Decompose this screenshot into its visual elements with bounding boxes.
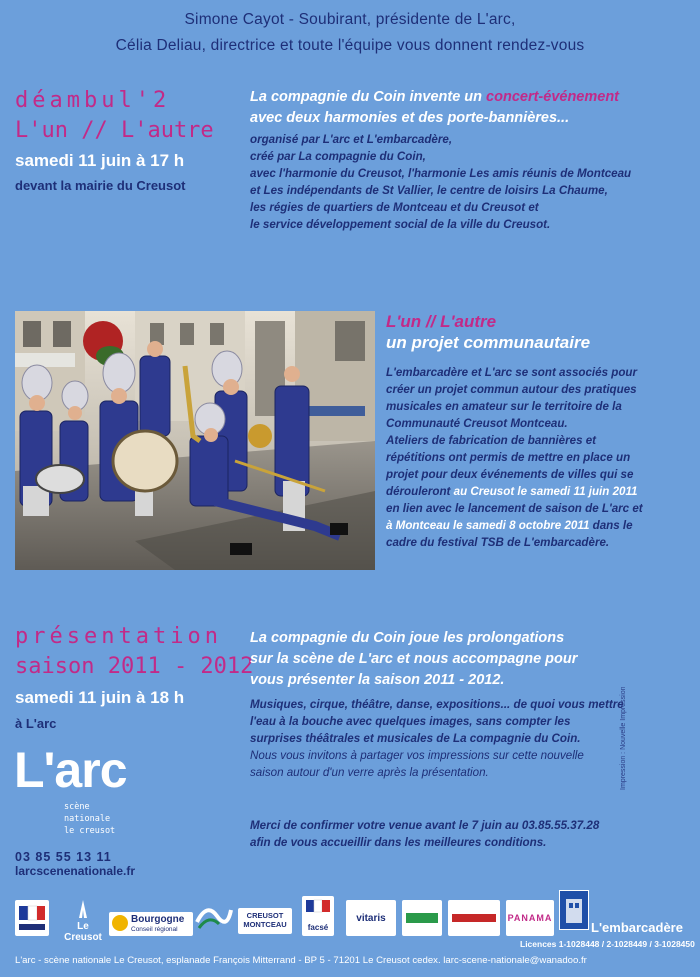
event2-title: présentation (15, 624, 222, 649)
larc-website[interactable]: larcscenenationale.fr (15, 864, 136, 878)
project-line10b: dans le (589, 519, 633, 532)
facse-logo-text: facsé (307, 923, 329, 932)
event2-invite-line: saison autour d'un verre après la présentation. (250, 766, 489, 779)
project-body-line: musicales en amateur sur le territoire de la (386, 400, 622, 413)
panama-logo: PANAMA (506, 900, 554, 936)
bourgogne-logo-text: Bourgogne (131, 914, 185, 925)
project-body-line: projet pour deux événements de villes qui se (386, 468, 634, 481)
eiffel-icon (73, 900, 93, 918)
event1-body-line: avec l'harmonie du Creusot, l'harmonie Les amis réunis de Montceau (250, 167, 632, 180)
larc-tag-nationale: nationale (64, 814, 111, 824)
sponsor-logo-red (448, 900, 500, 936)
embarcadere-logo-text: L'embarcadère (591, 920, 683, 935)
event1-subtitle: L'un // L'autre (15, 118, 214, 143)
embarcadere-mark (559, 890, 589, 930)
larc-phone: 03 85 55 13 11 (15, 850, 112, 864)
printer-credit: Impression : Nouvelle Impression (620, 686, 627, 790)
event1-lead-line2: avec deux harmonies et des porte-bannières... (250, 110, 570, 126)
bourgogne-logo (109, 912, 193, 936)
bourgogne-mark-icon (112, 915, 128, 931)
header-line-1: Simone Cayot - Soubirant, présidente de L'arc, (184, 11, 516, 28)
facse-logo (302, 896, 334, 936)
event1-body-line: et Les indépendants de St Vallier, le centre de loisirs La Chaume, (250, 184, 608, 197)
project-body-line: répétitions ont permis de mettre en place un (386, 451, 631, 464)
marianne-logo (15, 900, 49, 936)
larc-tag-creusot: le creusot (64, 826, 116, 836)
larc-tag-scene: scène (64, 802, 90, 812)
project-body-line: en lien avec le lancement de saison de L'arc et (386, 502, 643, 515)
event2-body-line: l'eau à la bouche avec quelques images, sans compter les (250, 715, 571, 728)
event1-body-line: les régies de quartiers de Montceau et du Creusot et (250, 201, 539, 214)
creusot-logo (58, 900, 108, 943)
project-title: L'un // L'autre (386, 312, 497, 331)
project-body-line: Ateliers de fabrication de bannières et (386, 434, 597, 447)
event2-body-line: surprises théâtrales et musicales de La compagnie du Coin. (250, 732, 581, 745)
green-bar-icon (406, 913, 438, 923)
header-line-2: Célia Deliau, directrice et toute l'équipe vous donnent rendez-vous (115, 37, 585, 54)
event1-place: devant la mairie du Creusot (15, 178, 186, 193)
event1-lead-prefix: La compagnie du Coin invente un (250, 89, 487, 105)
project-line8b: au Creusot le samedi 11 juin 2011 (453, 485, 638, 498)
event1-lead-highlight: concert-événement (486, 89, 620, 105)
project-body-line: Communauté Creusot Montceau. (386, 417, 568, 430)
project-body (386, 364, 643, 551)
project-body-line (386, 483, 643, 500)
event2-lead-line: sur la scène de L'arc et nous accompagne pour (250, 651, 578, 667)
larc-tagline (64, 801, 115, 837)
flag-icon (302, 896, 334, 918)
project-body-line: cadre du festival TSB de L'embarcadère. (386, 536, 610, 549)
event2-rsvp (250, 817, 599, 851)
event2-invite-line: Nous vous invitons à partager vos impressions sur cette nouvelle (250, 749, 584, 762)
sponsor-logo-green (402, 900, 442, 936)
larc-logo: L'arc (14, 742, 127, 798)
event2-lead-line: La compagnie du Coin joue les prolongations (250, 630, 565, 646)
vitaris-logo: vitaris (346, 900, 396, 936)
event1-body-line: créé par La compagnie du Coin, (250, 150, 426, 163)
event2-body-line: Musiques, cirque, théâtre, danse, expositions... de quoi vous mettre (250, 698, 624, 711)
event1-body-line: organisé par L'arc et L'embarcadère, (250, 133, 453, 146)
footer-address: L'arc - scène nationale Le Creusot, esplanade François Mitterrand - BP 5 - 71201 Le Creusot cedex. larc-scene-nationale@wanadoo.fr (15, 955, 587, 966)
event2-lead-line: vous présenter la saison 2011 - 2012. (250, 672, 505, 688)
creusot-logo-text: Le Creusot (64, 921, 102, 943)
ccm-logo: CREUSOT MONTCEAU (238, 908, 292, 934)
event2-rsvp-line: Merci de confirmer votre venue avant le 7 juin au 03.85.55.37.28 (250, 819, 600, 832)
event2-subtitle: saison 2011 - 2012 (15, 654, 254, 679)
event1-lead-line1 (250, 87, 619, 107)
licences: Licences 1-1028448 / 2-1028449 / 3-1028450 (520, 939, 695, 949)
event2-body (250, 696, 624, 781)
event1-title: déambul'2 (15, 88, 171, 113)
project-line8a: dérouleront (386, 485, 454, 498)
event2-date: samedi 11 juin à 18 h (15, 688, 185, 707)
bourgogne-logo-sub: Conseil régional (131, 926, 178, 933)
band-photo (15, 311, 375, 570)
event1-date: samedi 11 juin à 17 h (15, 151, 185, 170)
project-body-line: L'embarcadère et L'arc se sont associés pour (386, 366, 638, 379)
event2-place: à L'arc (15, 716, 57, 731)
project-body-line: créer un projet commun autour des pratiques (386, 383, 637, 396)
red-bar-icon (452, 914, 496, 922)
wave-logo (195, 900, 233, 936)
building-icon (560, 891, 588, 929)
event1-body-line: le service développement social de la ville du Creusot. (250, 218, 551, 231)
event2-rsvp-line: afin de vous accueillir dans les meilleures conditions. (250, 836, 547, 849)
event2-lead (250, 628, 577, 691)
project-body-line (386, 517, 643, 534)
project-line10a: à Montceau le samedi 8 octobre 2011 (386, 519, 590, 532)
event1-body (250, 131, 631, 233)
project-subtitle: un projet communautaire (386, 333, 591, 352)
